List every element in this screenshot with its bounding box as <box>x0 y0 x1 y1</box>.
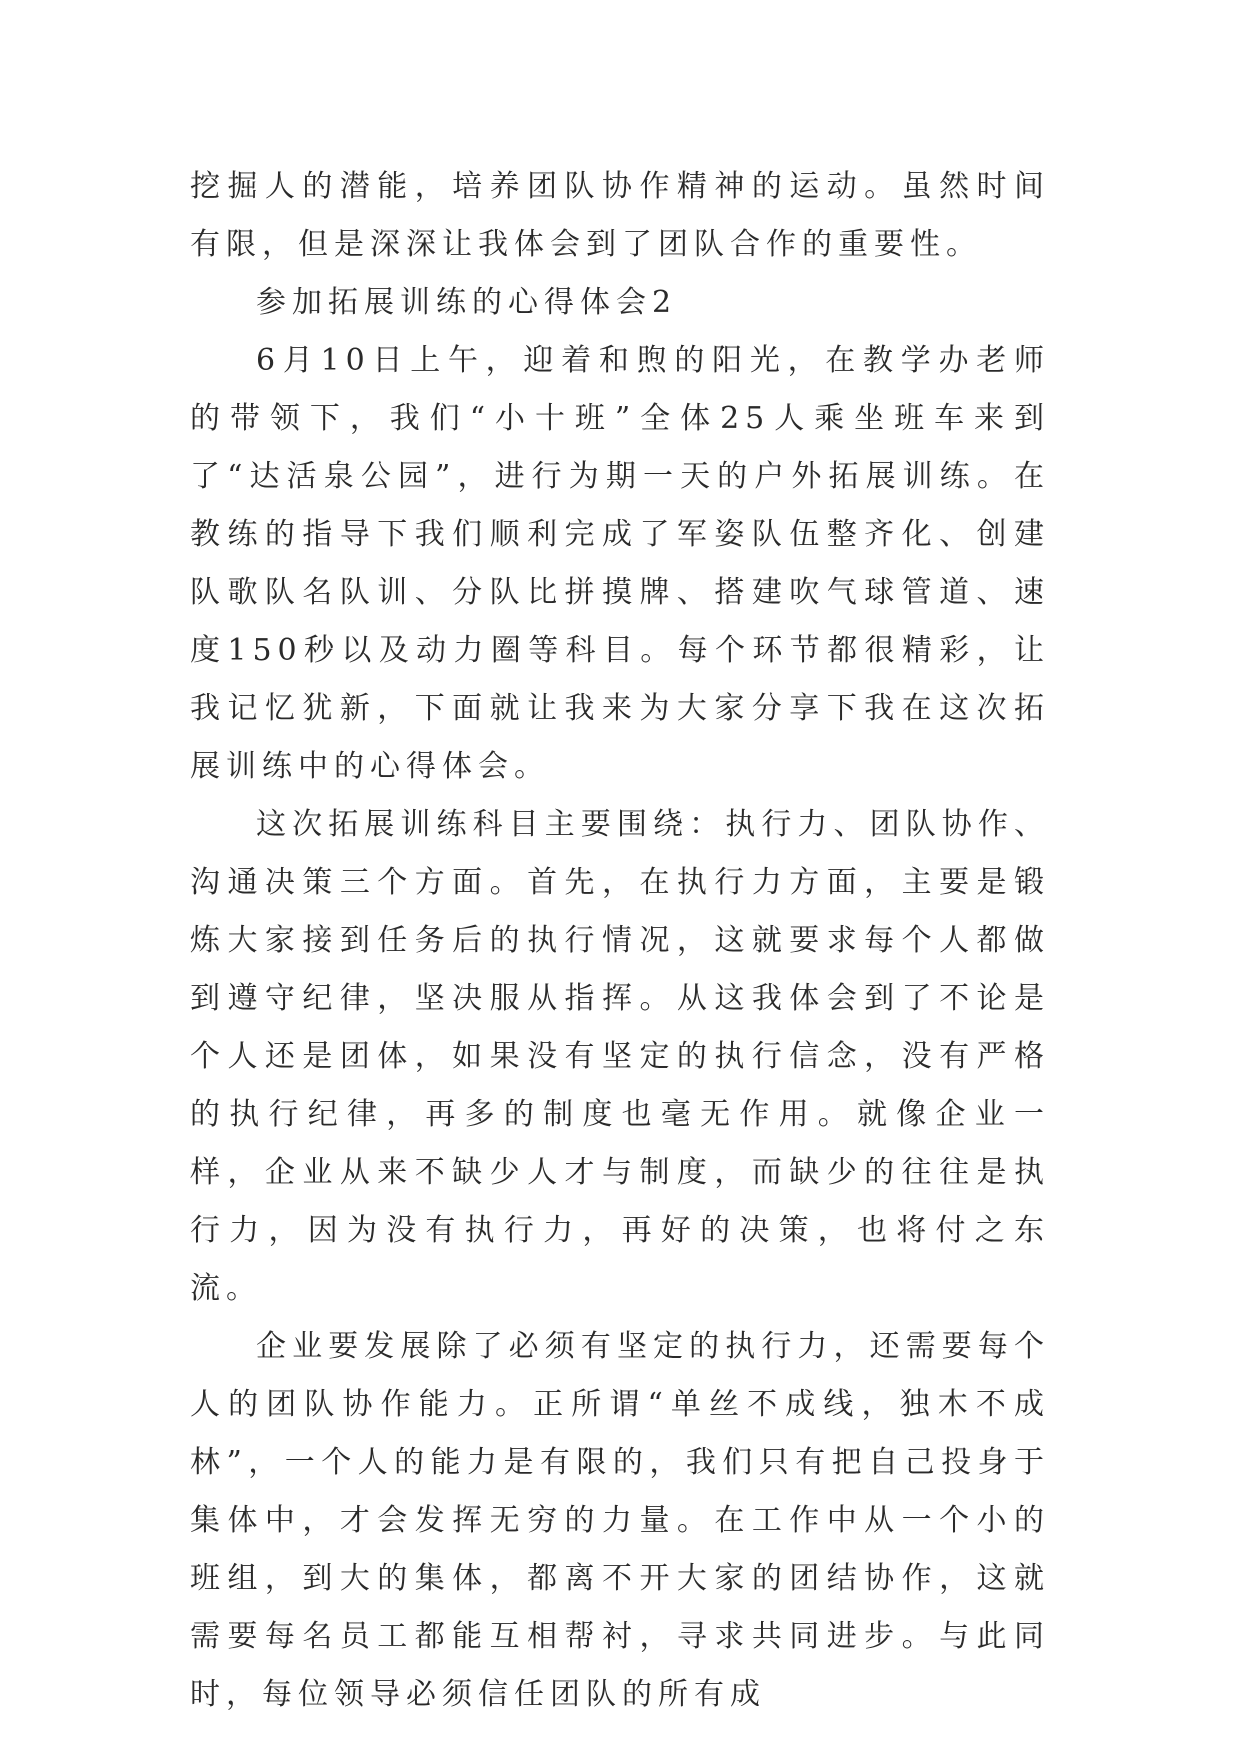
paragraph-continuation: 挖掘人的潜能，培养团队协作精神的运动。虽然时间有限，但是深深让我体会到了团队合作的重要性。 <box>190 169 1050 262</box>
section-heading: 参加拓展训练的心得体会2 <box>256 285 678 320</box>
paragraph-teamwork: 企业要发展除了必须有坚定的执行力，还需要每个人的团队协作能力。正所谓“单丝不成线，独木不成林”，一个人的能力是有限的，我们只有把自己投身于集体中，才会发挥无穷的力量。在工作中从一个小的班组，到大的集体，都离不开大家的团结协作，这就需要每名员工都能互相帮衬，寻求共同进步。与此同时，每位领导必须信任团队的所有成 <box>190 1329 1050 1712</box>
paragraph-intro: 6月10日上午，迎着和煦的阳光，在教学办老师的带领下，我们“小十班”全体25人乘坐班车来到了“达活泉公园”，进行为期一天的户外拓展训练。在教练的指导下我们顺利完成了军姿队伍整齐化、创建队歌队名队训、分队比拼摸牌、搭建吹气球管道、速度150秒以及动力圈等科目。每个环节都很精彩，让我记忆犹新，下面就让我来为大家分享下我在这次拓展训练中的心得体会。 <box>190 343 1050 784</box>
paragraph-execution: 这次拓展训练科目主要围绕：执行力、团队协作、沟通决策三个方面。首先，在执行力方面，主要是锻炼大家接到任务后的执行情况，这就要求每个人都做到遵守纪律，坚决服从指挥。从这我体会到了不论是个人还是团体，如果没有坚定的执行信念，没有严格的执行纪律，再多的制度也毫无作用。就像企业一样，企业从来不缺少人才与制度，而缺少的往往是执行力，因为没有执行力，再好的决策，也将付之东流。 <box>190 807 1050 1306</box>
document-body <box>190 158 1050 1724</box>
